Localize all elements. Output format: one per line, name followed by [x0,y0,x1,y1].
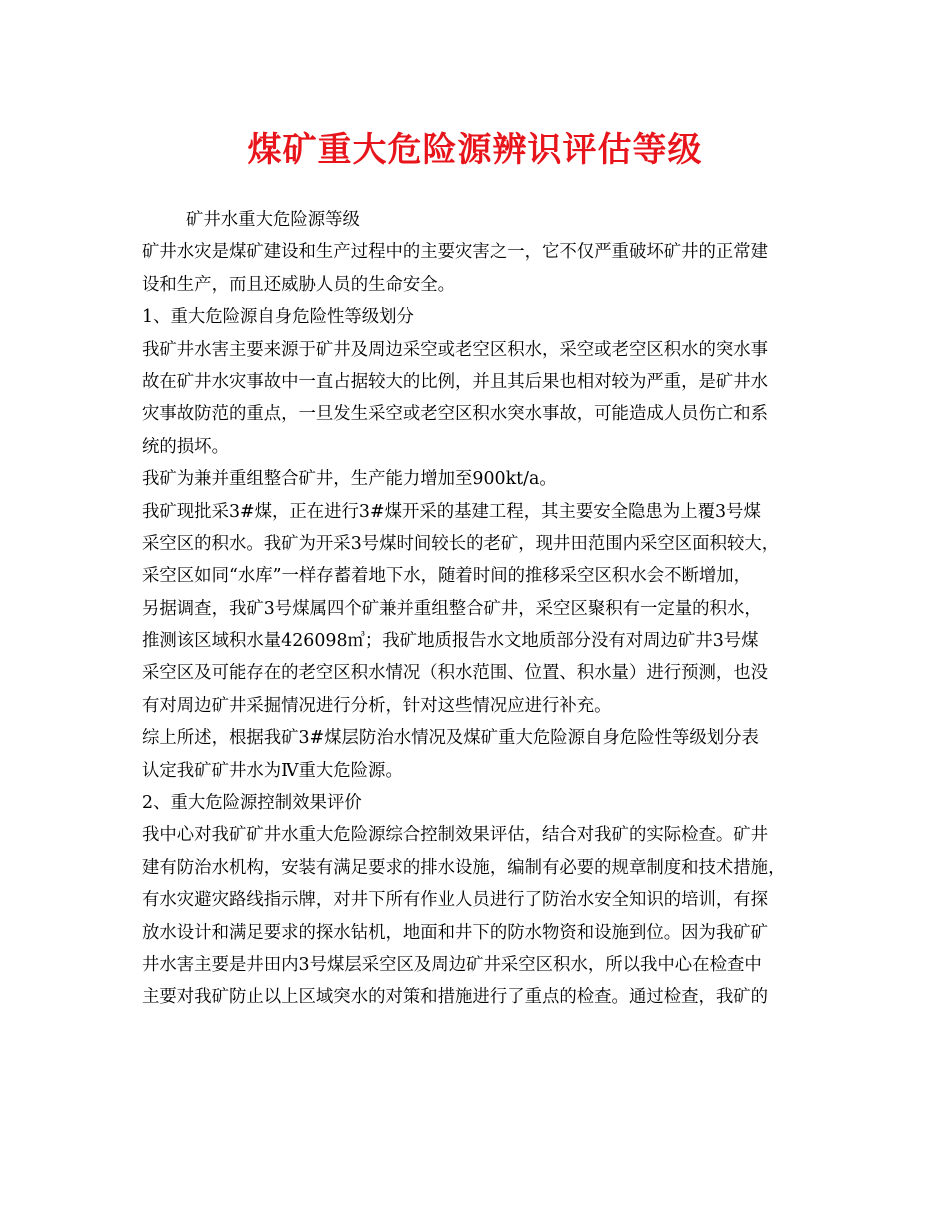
paragraph-line: 有对周边矿井采掘情况进行分析，针对这些情况应进行补充。 [142,695,612,716]
paragraph-line: 采空区的积水。我矿为开采3号煤时间较长的老矿，现井田范围内采空区面积较大， [142,533,780,554]
paragraph-line: 建有防治水机构，安装有满足要求的排水设施，编制有必要的规章制度和技术措施， [142,857,786,878]
section-heading: 1、重大危险源自身危险性等级划分 [142,307,414,328]
paragraph-line: 故在矿井水灾事故中一直占据较大的比例，并且其后果也相对较为严重，是矿井水 [142,371,769,392]
paragraph-line: 推测该区域积水量426098㎥；我矿地质报告水文地质部分没有对周边矿井3号煤 [142,631,759,652]
paragraph-line: 我中心对我矿矿井水重大危险源综合控制效果评估，结合对我矿的实际检查。矿井 [142,825,769,846]
page-title: 煤矿重大危险源辨识评估等级 [247,130,703,170]
paragraph-line: 统的损坏。 [142,436,229,457]
paragraph-line: 主要对我矿防止以上区域突水的对策和措施进行了重点的检查。通过检查，我矿的 [142,987,769,1008]
paragraph-line: 我矿为兼并重组整合矿井，生产能力增加至900kt/a。 [142,469,557,490]
paragraph-line: 放水设计和满足要求的探水钻机，地面和井下的防水物资和设施到位。因为我矿矿 [142,922,769,943]
paragraph-line: 采空区及可能存在的老空区积水情况（积水范围、位置、积水量）进行预测，也没 [142,663,769,684]
paragraph-line: 矿井水灾是煤矿建设和生产过程中的主要灾害之一，它不仅严重破坏矿井的正常建 [142,242,769,263]
paragraph-line: 设和生产，而且还威胁人员的生命安全。 [142,274,456,295]
paragraph-line: 我矿井水害主要来源于矿井及周边采空或老空区积水，采空或老空区积水的突水事 [142,339,769,360]
paragraph-line: 另据调查，我矿3号煤属四个矿兼并重组整合矿井，采空区聚积有一定量的积水， [142,598,762,619]
section-heading: 2、重大危险源控制效果评价 [142,793,362,814]
paragraph-line: 井水害主要是井田内3号煤层采空区及周边矿井采空区积水，所以我中心在检查中 [142,954,762,975]
paragraph-line: 我矿现批采3#煤，正在进行3#煤开采的基建工程，其主要安全隐患为上覆3号煤 [142,501,761,522]
paragraph-line: 采空区如同“水库”一样存蓄着地下水，随着时间的推移采空区积水会不断增加， [142,566,752,587]
paragraph-line: 认定我矿矿井水为Ⅳ重大危险源。 [142,760,403,781]
paragraph-line: 综上所述，根据我矿3#煤层防治水情况及煤矿重大危险源自身危险性等级划分表 [142,728,759,749]
paragraph-line: 矿井水重大危险源等级 [186,210,360,230]
paragraph-line: 有水灾避灾路线指示牌，对井下所有作业人员进行了防治水安全知识的培训，有探 [142,890,769,911]
document-body [142,204,822,1014]
paragraph-line: 灾事故防范的重点，一旦发生采空或老空区积水突水事故，可能造成人员伤亡和系 [142,404,769,425]
